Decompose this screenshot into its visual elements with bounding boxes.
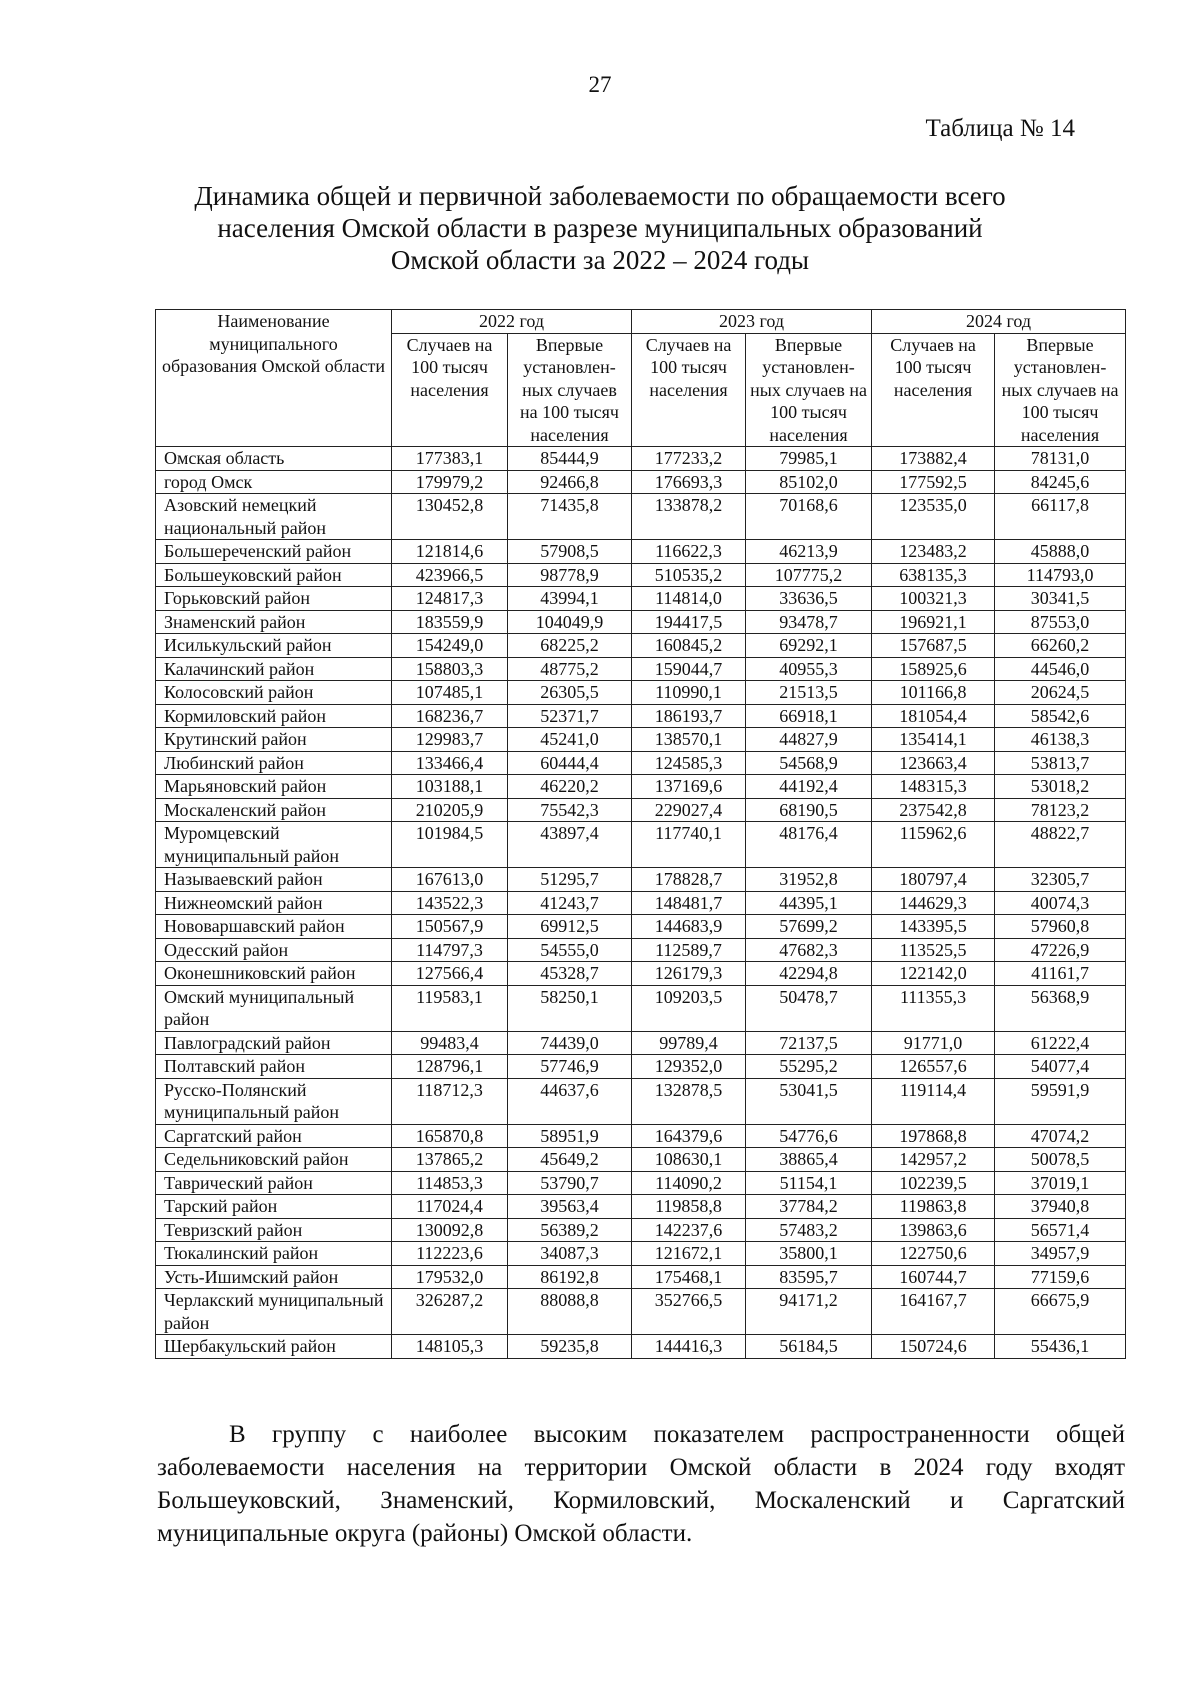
row-value: 47682,3 — [746, 938, 872, 962]
row-value: 128796,1 — [392, 1055, 508, 1079]
table-row — [156, 1335, 1126, 1359]
table-row — [156, 681, 1126, 705]
row-name: Азовский немецкий национальный район — [156, 494, 392, 540]
row-value: 84245,6 — [995, 470, 1126, 494]
row-value: 88088,8 — [508, 1289, 632, 1335]
row-value: 93478,7 — [746, 610, 872, 634]
row-value: 135414,1 — [872, 728, 995, 752]
table-row — [156, 938, 1126, 962]
row-value: 60444,4 — [508, 751, 632, 775]
row-value: 45888,0 — [995, 540, 1126, 564]
row-value: 115962,6 — [872, 822, 995, 868]
row-value: 40074,3 — [995, 891, 1126, 915]
row-value: 75542,3 — [508, 798, 632, 822]
row-value: 53018,2 — [995, 775, 1126, 799]
row-value: 46138,3 — [995, 728, 1126, 752]
row-value: 30341,5 — [995, 587, 1126, 611]
row-value: 47226,9 — [995, 938, 1126, 962]
table-row — [156, 634, 1126, 658]
row-value: 71435,8 — [508, 494, 632, 540]
row-value: 78131,0 — [995, 447, 1126, 471]
row-name: Саргатский район — [156, 1124, 392, 1148]
table-row — [156, 962, 1126, 986]
row-value: 44192,4 — [746, 775, 872, 799]
row-value: 48775,2 — [508, 657, 632, 681]
row-value: 126557,6 — [872, 1055, 995, 1079]
header-name: Наименование муниципального образования Омской области — [156, 310, 392, 447]
row-value: 180797,4 — [872, 868, 995, 892]
title-line: населения Омской области в разрезе муниципальных образований — [217, 213, 983, 243]
row-value: 197868,8 — [872, 1124, 995, 1148]
row-value: 86192,8 — [508, 1265, 632, 1289]
row-name: Муромцевский муниципальный район — [156, 822, 392, 868]
row-value: 158925,6 — [872, 657, 995, 681]
row-value: 119114,4 — [872, 1078, 995, 1124]
row-name: Называевский район — [156, 868, 392, 892]
row-value: 160845,2 — [632, 634, 746, 658]
title-line: Динамика общей и первичной заболеваемости по обращаемости всего — [194, 181, 1006, 211]
row-value: 179979,2 — [392, 470, 508, 494]
row-value: 41243,7 — [508, 891, 632, 915]
row-value: 40955,3 — [746, 657, 872, 681]
row-value: 53813,7 — [995, 751, 1126, 775]
page-number: 27 — [588, 72, 612, 97]
row-name: Большеуковский район — [156, 563, 392, 587]
row-value: 57483,2 — [746, 1218, 872, 1242]
row-value: 423966,5 — [392, 563, 508, 587]
row-value: 43994,1 — [508, 587, 632, 611]
row-value: 164167,7 — [872, 1289, 995, 1335]
table-row — [156, 868, 1126, 892]
row-name: Омский муниципальный район — [156, 985, 392, 1031]
row-value: 101984,5 — [392, 822, 508, 868]
row-value: 92466,8 — [508, 470, 632, 494]
table-row — [156, 1265, 1126, 1289]
row-name: Оконешниковский район — [156, 962, 392, 986]
row-value: 38865,4 — [746, 1148, 872, 1172]
row-value: 122142,0 — [872, 962, 995, 986]
row-value: 44395,1 — [746, 891, 872, 915]
morbidity-table — [155, 309, 1126, 1359]
header-cases: Случаев на 100 тысяч населения — [872, 333, 995, 447]
row-name: Исилькульский район — [156, 634, 392, 658]
row-value: 165870,8 — [392, 1124, 508, 1148]
row-value: 56571,4 — [995, 1218, 1126, 1242]
row-name: Павлоградский район — [156, 1031, 392, 1055]
row-value: 159044,7 — [632, 657, 746, 681]
row-value: 34087,3 — [508, 1242, 632, 1266]
row-value: 132878,5 — [632, 1078, 746, 1124]
row-value: 44827,9 — [746, 728, 872, 752]
row-value: 129352,0 — [632, 1055, 746, 1079]
row-value: 157687,5 — [872, 634, 995, 658]
table-row — [156, 1124, 1126, 1148]
row-value: 98778,9 — [508, 563, 632, 587]
row-value: 144683,9 — [632, 915, 746, 939]
row-value: 51295,7 — [508, 868, 632, 892]
row-value: 103188,1 — [392, 775, 508, 799]
row-value: 37019,1 — [995, 1171, 1126, 1195]
row-value: 54568,9 — [746, 751, 872, 775]
row-value: 142237,6 — [632, 1218, 746, 1242]
header-new-cases: Впервые установлен-ных случаев на 100 тысяч населения — [508, 333, 632, 447]
row-value: 133466,4 — [392, 751, 508, 775]
row-value: 46220,2 — [508, 775, 632, 799]
row-value: 41161,7 — [995, 962, 1126, 986]
row-value: 87553,0 — [995, 610, 1126, 634]
row-value: 57908,5 — [508, 540, 632, 564]
row-name: Москаленский район — [156, 798, 392, 822]
row-value: 109203,5 — [632, 985, 746, 1031]
row-value: 510535,2 — [632, 563, 746, 587]
row-value: 186193,7 — [632, 704, 746, 728]
row-value: 176693,3 — [632, 470, 746, 494]
row-value: 33636,5 — [746, 587, 872, 611]
row-value: 31952,8 — [746, 868, 872, 892]
row-name: Одесский район — [156, 938, 392, 962]
row-name: Любинский район — [156, 751, 392, 775]
row-name: Тюкалинский район — [156, 1242, 392, 1266]
row-value: 44637,6 — [508, 1078, 632, 1124]
row-value: 85102,0 — [746, 470, 872, 494]
header-cases: Случаев на 100 тысяч населения — [392, 333, 508, 447]
row-value: 126179,3 — [632, 962, 746, 986]
row-value: 164379,6 — [632, 1124, 746, 1148]
row-value: 116622,3 — [632, 540, 746, 564]
row-value: 148105,3 — [392, 1335, 508, 1359]
row-name: Омская область — [156, 447, 392, 471]
row-name: Седельниковский район — [156, 1148, 392, 1172]
row-value: 69912,5 — [508, 915, 632, 939]
row-value: 210205,9 — [392, 798, 508, 822]
row-value: 68190,5 — [746, 798, 872, 822]
row-value: 83595,7 — [746, 1265, 872, 1289]
row-value: 130452,8 — [392, 494, 508, 540]
row-name: Полтавский район — [156, 1055, 392, 1079]
row-value: 43897,4 — [508, 822, 632, 868]
row-value: 70168,6 — [746, 494, 872, 540]
table-row — [156, 563, 1126, 587]
table-row — [156, 915, 1126, 939]
row-value: 44546,0 — [995, 657, 1126, 681]
table-row — [156, 1289, 1126, 1335]
row-value: 117024,4 — [392, 1195, 508, 1219]
row-value: 50078,5 — [995, 1148, 1126, 1172]
row-value: 57960,8 — [995, 915, 1126, 939]
row-value: 137865,2 — [392, 1148, 508, 1172]
header-new-cases: Впервые установлен-ных случаев на 100 тысяч населения — [746, 333, 872, 447]
row-value: 107775,2 — [746, 563, 872, 587]
row-value: 111355,3 — [872, 985, 995, 1031]
table-row — [156, 985, 1126, 1031]
row-value: 133878,2 — [632, 494, 746, 540]
row-value: 37784,2 — [746, 1195, 872, 1219]
row-value: 77159,6 — [995, 1265, 1126, 1289]
row-value: 37940,8 — [995, 1195, 1126, 1219]
row-value: 158803,3 — [392, 657, 508, 681]
header-year-2024: 2024 год — [872, 310, 1126, 334]
row-name: Кормиловский район — [156, 704, 392, 728]
row-value: 68225,2 — [508, 634, 632, 658]
row-value: 102239,5 — [872, 1171, 995, 1195]
row-value: 150567,9 — [392, 915, 508, 939]
row-value: 46213,9 — [746, 540, 872, 564]
row-value: 112589,7 — [632, 938, 746, 962]
row-value: 142957,2 — [872, 1148, 995, 1172]
row-name: Крутинский район — [156, 728, 392, 752]
table-row — [156, 704, 1126, 728]
row-value: 91771,0 — [872, 1031, 995, 1055]
body-paragraph: В группу с наиболее высоким показателем распространенности общей заболеваемости населения на территории Омской области в 2024 году входят Большеуковский, Знаменский, Кормиловский, Москаленский и Саргатский муниципальные округа (районы) Омской области. — [157, 1421, 1125, 1547]
row-value: 127566,4 — [392, 962, 508, 986]
row-value: 114797,3 — [392, 938, 508, 962]
row-value: 50478,7 — [746, 985, 872, 1031]
row-value: 72137,5 — [746, 1031, 872, 1055]
header-year-2022: 2022 год — [392, 310, 632, 334]
row-value: 42294,8 — [746, 962, 872, 986]
row-value: 119858,8 — [632, 1195, 746, 1219]
row-name: Калачинский район — [156, 657, 392, 681]
row-value: 56368,9 — [995, 985, 1126, 1031]
row-value: 137169,6 — [632, 775, 746, 799]
row-name: Черлакский муниципальный район — [156, 1289, 392, 1335]
row-value: 66675,9 — [995, 1289, 1126, 1335]
row-value: 53790,7 — [508, 1171, 632, 1195]
row-value: 99789,4 — [632, 1031, 746, 1055]
row-value: 181054,4 — [872, 704, 995, 728]
row-value: 168236,7 — [392, 704, 508, 728]
row-value: 57699,2 — [746, 915, 872, 939]
row-value: 39563,4 — [508, 1195, 632, 1219]
row-value: 138570,1 — [632, 728, 746, 752]
row-value: 194417,5 — [632, 610, 746, 634]
row-value: 638135,3 — [872, 563, 995, 587]
row-value: 100321,3 — [872, 587, 995, 611]
row-value: 121814,6 — [392, 540, 508, 564]
row-value: 112223,6 — [392, 1242, 508, 1266]
table-row — [156, 1031, 1126, 1055]
table-row — [156, 657, 1126, 681]
document-title — [150, 180, 1050, 276]
row-value: 113525,5 — [872, 938, 995, 962]
row-value: 48176,4 — [746, 822, 872, 868]
row-name: Знаменский район — [156, 610, 392, 634]
row-value: 45241,0 — [508, 728, 632, 752]
row-value: 78123,2 — [995, 798, 1126, 822]
table-row — [156, 751, 1126, 775]
row-value: 175468,1 — [632, 1265, 746, 1289]
row-value: 107485,1 — [392, 681, 508, 705]
row-value: 108630,1 — [632, 1148, 746, 1172]
row-value: 150724,6 — [872, 1335, 995, 1359]
row-value: 179532,0 — [392, 1265, 508, 1289]
row-value: 352766,5 — [632, 1289, 746, 1335]
row-value: 121672,1 — [632, 1242, 746, 1266]
row-value: 143395,5 — [872, 915, 995, 939]
row-value: 110990,1 — [632, 681, 746, 705]
row-value: 143522,3 — [392, 891, 508, 915]
table-row — [156, 1171, 1126, 1195]
row-value: 119583,1 — [392, 985, 508, 1031]
table-row — [156, 822, 1126, 868]
row-value: 59235,8 — [508, 1335, 632, 1359]
row-value: 54077,4 — [995, 1055, 1126, 1079]
header-cases: Случаев на 100 тысяч населения — [632, 333, 746, 447]
row-value: 117740,1 — [632, 822, 746, 868]
row-value: 99483,4 — [392, 1031, 508, 1055]
table-row — [156, 610, 1126, 634]
row-value: 177592,5 — [872, 470, 995, 494]
row-value: 118712,3 — [392, 1078, 508, 1124]
row-value: 52371,7 — [508, 704, 632, 728]
table-row — [156, 540, 1126, 564]
table-row — [156, 1195, 1126, 1219]
table-row — [156, 587, 1126, 611]
row-name: Нововаршавский район — [156, 915, 392, 939]
table-row — [156, 798, 1126, 822]
row-value: 58542,6 — [995, 704, 1126, 728]
row-value: 122750,6 — [872, 1242, 995, 1266]
table-row — [156, 447, 1126, 471]
row-value: 124817,3 — [392, 587, 508, 611]
row-value: 66260,2 — [995, 634, 1126, 658]
header-year-2023: 2023 год — [632, 310, 872, 334]
row-name: Большереченский район — [156, 540, 392, 564]
row-name: Нижнеомский район — [156, 891, 392, 915]
row-value: 160744,7 — [872, 1265, 995, 1289]
row-value: 177383,1 — [392, 447, 508, 471]
row-value: 114853,3 — [392, 1171, 508, 1195]
row-value: 54555,0 — [508, 938, 632, 962]
row-value: 178828,7 — [632, 868, 746, 892]
row-value: 123663,4 — [872, 751, 995, 775]
table-row — [156, 1055, 1126, 1079]
row-name: город Омск — [156, 470, 392, 494]
row-value: 229027,4 — [632, 798, 746, 822]
row-value: 237542,8 — [872, 798, 995, 822]
row-value: 66918,1 — [746, 704, 872, 728]
row-name: Горьковский район — [156, 587, 392, 611]
row-value: 114814,0 — [632, 587, 746, 611]
row-name: Марьяновский район — [156, 775, 392, 799]
table-row — [156, 494, 1126, 540]
title-line: Омской области за 2022 – 2024 годы — [390, 245, 810, 275]
row-name: Таврический район — [156, 1171, 392, 1195]
row-value: 154249,0 — [392, 634, 508, 658]
row-value: 58250,1 — [508, 985, 632, 1031]
table-row — [156, 470, 1126, 494]
row-value: 104049,9 — [508, 610, 632, 634]
row-value: 123535,0 — [872, 494, 995, 540]
row-value: 167613,0 — [392, 868, 508, 892]
row-value: 74439,0 — [508, 1031, 632, 1055]
row-name: Шербакульский район — [156, 1335, 392, 1359]
table-row — [156, 891, 1126, 915]
row-value: 34957,9 — [995, 1242, 1126, 1266]
row-value: 101166,8 — [872, 681, 995, 705]
table-row — [156, 1218, 1126, 1242]
table-label: Таблица № 14 — [925, 115, 1075, 142]
row-value: 54776,6 — [746, 1124, 872, 1148]
row-value: 61222,4 — [995, 1031, 1126, 1055]
row-value: 35800,1 — [746, 1242, 872, 1266]
table-row — [156, 728, 1126, 752]
row-value: 177233,2 — [632, 447, 746, 471]
table-row — [156, 775, 1126, 799]
row-value: 45328,7 — [508, 962, 632, 986]
row-value: 123483,2 — [872, 540, 995, 564]
row-value: 114090,2 — [632, 1171, 746, 1195]
row-value: 56389,2 — [508, 1218, 632, 1242]
row-value: 85444,9 — [508, 447, 632, 471]
row-value: 58951,9 — [508, 1124, 632, 1148]
row-value: 148481,7 — [632, 891, 746, 915]
row-value: 59591,9 — [995, 1078, 1126, 1124]
table-row — [156, 1148, 1126, 1172]
row-value: 53041,5 — [746, 1078, 872, 1124]
row-value: 94171,2 — [746, 1289, 872, 1335]
row-value: 66117,8 — [995, 494, 1126, 540]
row-value: 196921,1 — [872, 610, 995, 634]
row-value: 55295,2 — [746, 1055, 872, 1079]
row-value: 21513,5 — [746, 681, 872, 705]
row-value: 114793,0 — [995, 563, 1126, 587]
row-value: 57746,9 — [508, 1055, 632, 1079]
row-value: 144416,3 — [632, 1335, 746, 1359]
row-value: 183559,9 — [392, 610, 508, 634]
header-new-cases: Впервые установлен-ных случаев на 100 тысяч населения — [995, 333, 1126, 447]
row-value: 144629,3 — [872, 891, 995, 915]
row-name: Усть-Ишимский район — [156, 1265, 392, 1289]
table-row — [156, 1078, 1126, 1124]
row-value: 55436,1 — [995, 1335, 1126, 1359]
row-value: 129983,7 — [392, 728, 508, 752]
row-value: 139863,6 — [872, 1218, 995, 1242]
table-row — [156, 1242, 1126, 1266]
row-value: 47074,2 — [995, 1124, 1126, 1148]
row-name: Тевризский район — [156, 1218, 392, 1242]
row-value: 79985,1 — [746, 447, 872, 471]
row-value: 119863,8 — [872, 1195, 995, 1219]
row-value: 48822,7 — [995, 822, 1126, 868]
row-value: 45649,2 — [508, 1148, 632, 1172]
row-value: 148315,3 — [872, 775, 995, 799]
row-name: Колосовский район — [156, 681, 392, 705]
row-value: 124585,3 — [632, 751, 746, 775]
row-value: 130092,8 — [392, 1218, 508, 1242]
row-value: 51154,1 — [746, 1171, 872, 1195]
row-value: 56184,5 — [746, 1335, 872, 1359]
row-value: 173882,4 — [872, 447, 995, 471]
table-body — [156, 447, 1126, 1359]
row-name: Тарский район — [156, 1195, 392, 1219]
row-value: 20624,5 — [995, 681, 1126, 705]
row-value: 26305,5 — [508, 681, 632, 705]
row-value: 326287,2 — [392, 1289, 508, 1335]
row-value: 69292,1 — [746, 634, 872, 658]
row-name: Русско-Полянский муниципальный район — [156, 1078, 392, 1124]
row-value: 32305,7 — [995, 868, 1126, 892]
